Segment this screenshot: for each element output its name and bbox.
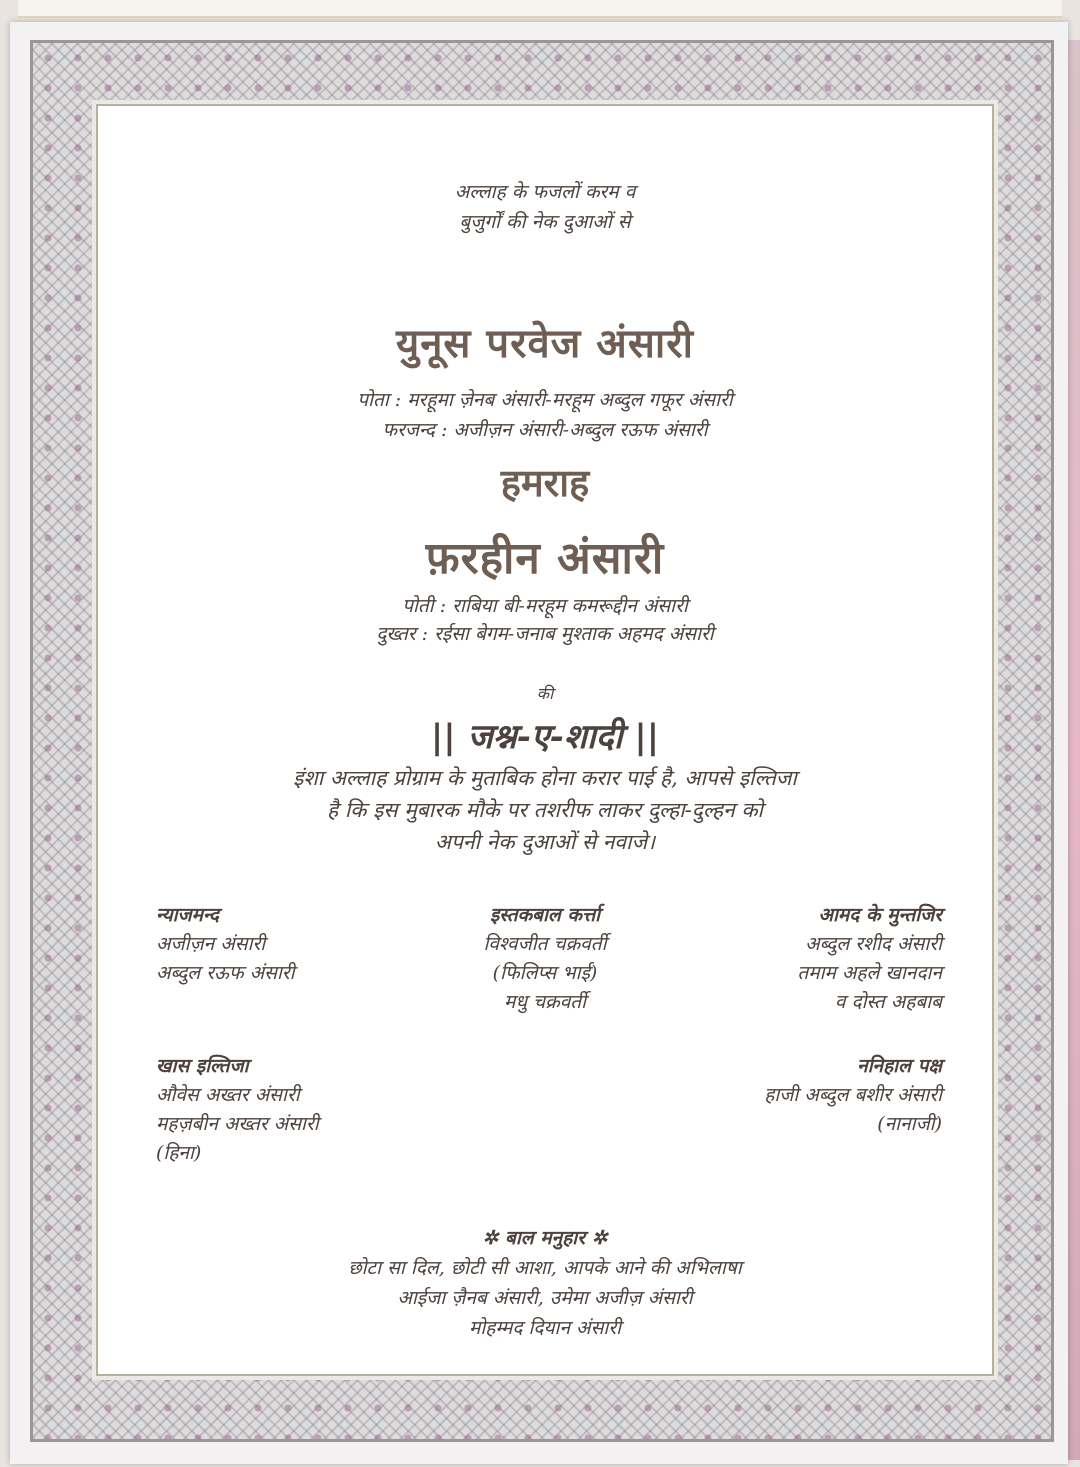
- bal-manuhar-line-3: मोहम्मद दियान अंसारी: [468, 1317, 622, 1339]
- aamad-name: अब्दुल रशीद अंसारी: [805, 933, 942, 955]
- niyazmand-heading: न्याजमन्द: [156, 904, 219, 926]
- bride-daughter-line: दुख्तर : रईसा बेगम-जनाब मुश्ताक अहमद अंसारी: [376, 623, 714, 645]
- nanihal-name: (नानाजी): [877, 1113, 942, 1135]
- niyazmand-name: अब्दुल रऊफ अंसारी: [156, 962, 295, 984]
- khaas-block: [156, 1052, 319, 1168]
- bride-name: फ़रहीन अंसारी: [425, 533, 665, 584]
- aamad-name: तमाम अहले खानदान: [797, 962, 942, 984]
- invitation-line-1: इंशा अल्लाह प्रोग्राम के मुताबिक होना करार पाई है, आपसे इल्तिजा: [293, 766, 797, 790]
- aamad-name: व दोस्त अहबाब: [834, 991, 942, 1013]
- blessing-line-2: बुजुर्गों की नेक दुआओं से: [459, 211, 631, 233]
- bal-manuhar-line-1: छोटा सा दिल, छोटी सी आशा, आपके आने की अभिलाषा: [348, 1257, 742, 1279]
- istakbal-name: (फिलिप्स भाई): [492, 962, 598, 984]
- khaas-heading: खास इल्तिजा: [156, 1055, 249, 1077]
- groom-son-line: फरजन्द : अजीज़न अंसारी-अब्दुल रऊफ अंसारी: [382, 419, 708, 441]
- event-title: || जश्न-ए-शादी ||: [430, 717, 660, 757]
- invitation-line-3: अपनी नेक दुआओं से नवाजे।: [434, 830, 656, 854]
- khaas-name: औवेस अख्तर अंसारी: [156, 1084, 300, 1106]
- humrah-title: हमराह: [500, 460, 590, 505]
- aamad-block: [797, 901, 942, 1017]
- groom-grandson-line: पोता : मरहूमा ज़ेनब अंसारी-मरहूम अब्दुल गफूर अंसारी: [357, 389, 733, 411]
- khaas-name: महज़बीन अख्तर अंसारी: [156, 1113, 319, 1135]
- istakbal-name: मधु चक्रवर्ती: [503, 991, 587, 1013]
- blessing-line-1: अल्लाह के फजलों करम व: [454, 181, 636, 203]
- groom-name: युनूस परवेज अंसारी: [396, 320, 694, 367]
- istakbal-name: विश्वजीत चक्रवर्ती: [483, 933, 607, 955]
- ki-word: की: [536, 684, 554, 703]
- niyazmand-name: अजीज़न अंसारी: [156, 933, 266, 955]
- aamad-heading: आमद के मुन्तजिर: [818, 904, 942, 926]
- card-content-panel: [96, 104, 994, 1376]
- invitation-line-2: है कि इस मुबारक मौके पर तशरीफ लाकर दुल्हा-दुल्हन को: [327, 798, 763, 822]
- nanihal-block: [764, 1052, 942, 1139]
- invitation-card: [10, 22, 1068, 1464]
- nanihal-name: हाजी अब्दुल बशीर अंसारी: [764, 1084, 942, 1106]
- khaas-name: (हिना): [156, 1142, 202, 1164]
- bride-granddaughter-line: पोती : राबिया बी-मरहूम कमरूद्दीन अंसारी: [402, 595, 688, 617]
- bal-manuhar-heading: ✲ बाल मनुहार ✲: [482, 1227, 608, 1249]
- istakbal-heading: इस्तकबाल कर्त्ता: [489, 904, 601, 926]
- nanihal-heading: ननिहाल पक्ष: [857, 1055, 942, 1077]
- top-paper-strip: [18, 0, 1062, 18]
- bal-manuhar-line-2: आईजा ज़ैनब अंसारी, उमेमा अजीज़ अंसारी: [397, 1287, 693, 1309]
